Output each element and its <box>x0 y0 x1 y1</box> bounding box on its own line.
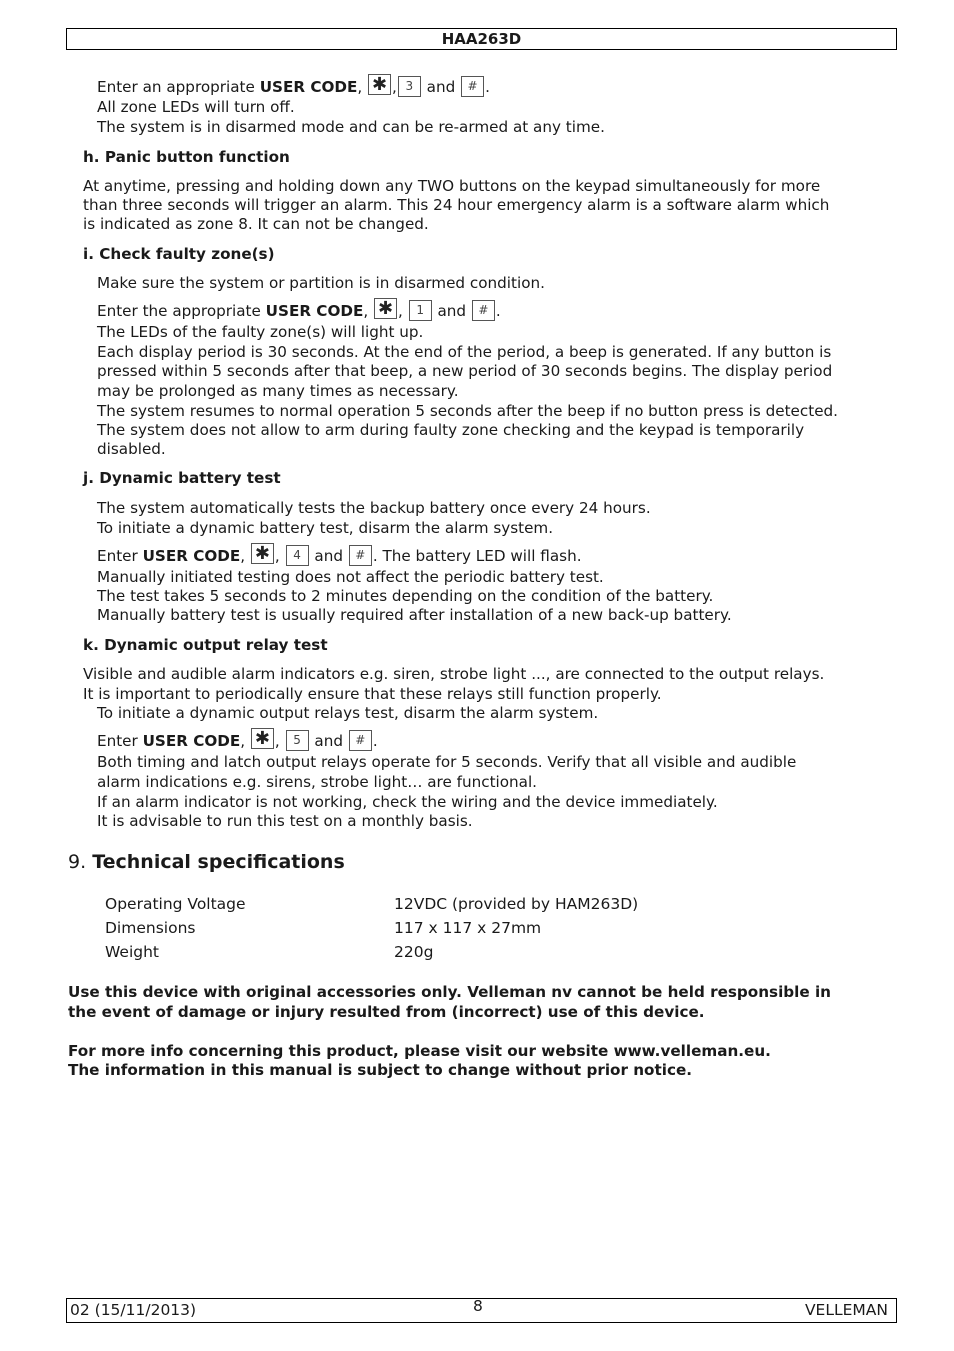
paragraph-line: Each display period is 30 seconds. At the end of the period, a beep is generated. If any button is <box>97 343 832 361</box>
paragraph-line: The system is in disarmed mode and can be re-armed at any time. <box>97 118 605 136</box>
spec-value: 220g <box>394 943 434 961</box>
paragraph-line: The system resumes to normal operation 5 seconds after the beep if no button press is detected. <box>97 402 839 420</box>
section-heading-battery-test: j. Dynamic battery test <box>83 469 281 487</box>
text: and <box>426 78 456 96</box>
paragraph-line: than three seconds will trigger an alarm. This 24 hour emergency alarm is a software alarm which <box>83 196 830 214</box>
key-4-icon: 4 <box>286 545 309 566</box>
user-code-label: USER CODE <box>142 547 241 565</box>
text: Enter <box>97 732 143 750</box>
paragraph-line: The LEDs of the faulty zone(s) will light up. <box>97 323 424 341</box>
notice-line: For more info concerning this product, please visit our website www.velleman.eu. <box>68 1042 771 1060</box>
spec-label: Operating Voltage <box>105 895 246 913</box>
hash-key-icon: # <box>349 545 372 566</box>
key-1-icon: 1 <box>409 300 432 321</box>
text: , <box>398 302 403 320</box>
disarm-instruction <box>97 74 490 97</box>
text: and <box>437 302 467 320</box>
paragraph-line: alarm indications e.g. sirens, strobe light… are functional. <box>97 773 538 791</box>
section-title-specs <box>68 850 345 874</box>
paragraph-line: It is advisable to run this test on a monthly basis. <box>97 812 473 830</box>
paragraph-line: The system automatically tests the backup battery once every 24 hours. <box>97 499 651 517</box>
text: , <box>363 302 369 320</box>
text: . <box>372 732 378 750</box>
text: , <box>274 732 280 750</box>
text: , <box>240 732 246 750</box>
paragraph-line: Make sure the system or partition is in disarmed condition. <box>97 274 545 292</box>
hash-key-icon: # <box>461 76 484 97</box>
page-number: 8 <box>473 1297 483 1315</box>
star-key-icon: ✱ <box>368 74 391 95</box>
relay-test-instruction <box>97 728 378 751</box>
section-heading-panic: h. Panic button function <box>83 148 290 166</box>
spec-label: Dimensions <box>105 919 196 937</box>
paragraph-line: pressed within 5 seconds after that beep, a new period of 30 seconds begins. The display period <box>97 362 833 380</box>
page-header <box>66 28 897 50</box>
paragraph-line: Manually battery test is usually required after installation of a new back-up battery. <box>97 606 732 624</box>
paragraph-line: Visible and audible alarm indicators e.g. siren, strobe light ..., are connected to the output relays. <box>83 665 825 683</box>
section-heading-faulty-zone: i. Check faulty zone(s) <box>83 245 275 263</box>
section-number: 9. <box>68 851 87 873</box>
text: Enter an appropriate <box>97 78 260 96</box>
section-title: Technical specifications <box>92 851 345 873</box>
paragraph-line: Both timing and latch output relays operate for 5 seconds. Verify that all visible and audible <box>97 753 797 771</box>
notice-line: The information in this manual is subject to change without prior notice. <box>68 1061 693 1079</box>
text: , <box>274 547 280 565</box>
paragraph-line: is indicated as zone 8. It can not be changed. <box>83 215 429 233</box>
user-code-label: USER CODE <box>265 302 364 320</box>
paragraph-line: The test takes 5 seconds to 2 minutes depending on the condition of the battery. <box>97 587 714 605</box>
text: . <box>485 78 490 96</box>
paragraph-line: The system does not allow to arm during faulty zone checking and the keypad is temporarily <box>97 421 805 439</box>
spec-value: 12VDC (provided by HAM263D) <box>394 895 639 913</box>
text: and <box>314 732 343 750</box>
spec-label: Weight <box>105 943 160 961</box>
star-key-icon: ✱ <box>251 543 274 564</box>
footer-brand: VELLEMAN <box>804 1301 888 1319</box>
text: , <box>357 78 363 96</box>
section-heading-relay-test: k. Dynamic output relay test <box>83 636 328 654</box>
star-key-icon: ✱ <box>374 298 397 319</box>
paragraph-line: If an alarm indicator is not working, check the wiring and the device immediately. <box>97 793 718 811</box>
user-code-label: USER CODE <box>142 732 241 750</box>
user-code-label: USER CODE <box>259 78 358 96</box>
text: Enter <box>97 547 143 565</box>
paragraph-line: To initiate a dynamic output relays test, disarm the alarm system. <box>97 704 599 722</box>
footer-version: 02 (15/11/2013) <box>70 1301 197 1319</box>
battery-test-instruction <box>97 543 582 566</box>
text: and <box>314 547 343 565</box>
paragraph-line: may be prolonged as many times as necessary. <box>97 382 459 400</box>
page-footer <box>66 1298 897 1323</box>
spec-value: 117 x 117 x 27mm <box>394 919 542 937</box>
paragraph-line: To initiate a dynamic battery test, disarm the alarm system. <box>97 519 554 537</box>
paragraph-line: All zone LEDs will turn off. <box>97 98 295 116</box>
text: , <box>392 78 397 96</box>
text: . The battery LED will flash. <box>372 547 582 565</box>
key-5-icon: 5 <box>286 730 309 751</box>
faulty-zone-instruction <box>97 298 501 321</box>
notice-line: the event of damage or injury resulted from (incorrect) use of this device. <box>68 1003 705 1021</box>
header-title: HAA263D <box>441 30 522 48</box>
notice-line: Use this device with original accessories only. Velleman nv cannot be held responsible in <box>68 983 831 1001</box>
text: , <box>240 547 246 565</box>
paragraph-line: It is important to periodically ensure that these relays still function properly. <box>83 685 662 703</box>
hash-key-icon: # <box>349 730 372 751</box>
star-key-icon: ✱ <box>251 728 274 749</box>
paragraph-line: At anytime, pressing and holding down any TWO buttons on the keypad simultaneously for more <box>83 177 821 195</box>
text: Enter the appropriate <box>97 302 266 320</box>
paragraph-line: disabled. <box>97 440 166 458</box>
text: . <box>495 302 501 320</box>
key-3-icon: 3 <box>398 76 421 97</box>
paragraph-line: Manually initiated testing does not affect the periodic battery test. <box>97 568 604 586</box>
hash-key-icon: # <box>472 300 495 321</box>
